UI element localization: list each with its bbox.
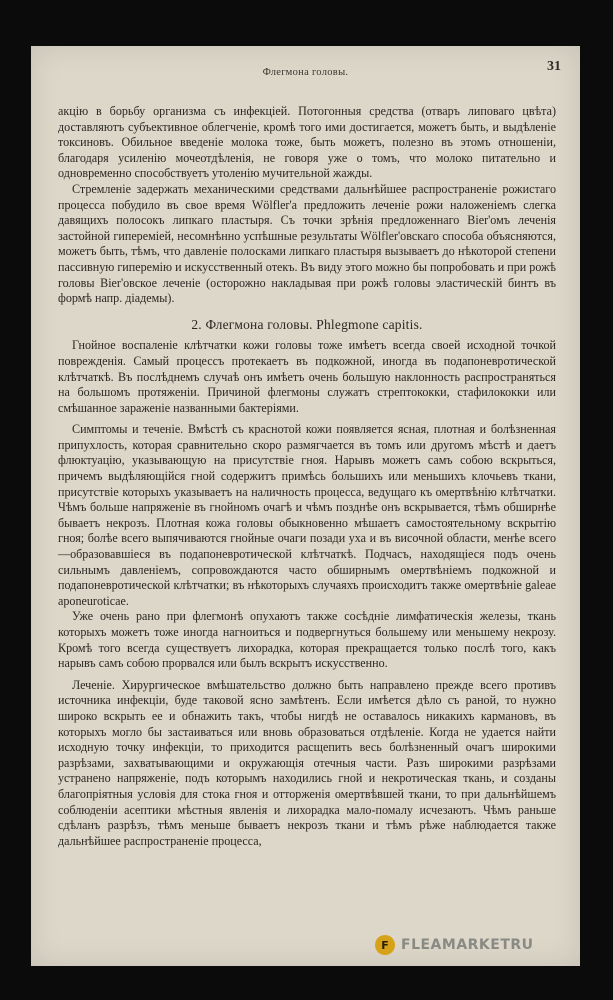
running-head: Флегмона головы. (262, 67, 349, 78)
paragraph-intro-1: акцію в борьбу организма съ инфекціей. Потогонныя средства (отваръ липоваго цвѣта) доставляютъ субъективное облегченіе, кромѣ того ими достигается, можетъ быть, и выдѣленіе токсиновъ. Обильное введеніе молока тоже, быть можетъ, полезно въ этомъ отношеніи, благодаря усиленію мочеотдѣленія, не говоря уже о томъ, что молоко питательно и одновременно способствуетъ утоленію мучительной жажды. (58, 104, 556, 181)
watermark (375, 935, 534, 955)
page-body (58, 104, 556, 849)
paragraph-treatment: Леченіе. Хирургическое вмѣшательство должно быть направлено прежде всего противъ источника инфекціи, буде таковой ясно замѣтенъ. Если имѣется дѣло съ раной, то нужно широко вскрыть ее и обнажить такъ, чтобы нигдѣ не оставалось никакихъ кармановъ, въ которыхъ могло бы застаиваться или вновь образоваться отдѣленіе. Когда не удается найти исходную точку инфекціи, то приходится расщепить весь болѣзненный очагъ широкими разрѣзами, захватывающими и окружающія отечныя части. Разъ широкими разрѣзами устранено напряженіе, подъ которымъ находились гной и некротическая ткань, и созданы благопріятныя условія для стока гноя и отторженія омертвѣвшей ткани, то при дальнѣйшемъ соблюденіи асептики мѣстныя явленія и лихорадка мало-помалу исчезаютъ. Чѣмъ раньше сдѣланъ разрѣзъ, тѣмъ меньше бываетъ некрозъ ткани и тѣмъ рѣже наблюдается также дальнѣйшее распространеніе процесса, (58, 677, 556, 848)
watermark-logo-icon: F (375, 935, 395, 955)
paragraph-section-1: Гнойное воспаленіе клѣтчатки кожи головы тоже имѣетъ всегда своей исходной точкой поврежденія. Самый процессъ протекаетъ въ подкожной, иногда въ подапоневротической клѣтчаткѣ. Въ послѣднемъ случаѣ онъ имѣетъ очень большую наклонность распространяться на большомъ протяженіи. Причиной флегмоны служатъ стрептококки, стафилококки или смѣшанное зараженіе названными бактеріями. (58, 338, 556, 415)
paragraph-symptoms: Симптомы и теченіе. Вмѣстѣ съ краснотой кожи появляется ясная, плотная и болѣзненная припухлость, которая сравнительно скоро размягчается въ томъ или другомъ мѣстѣ и даетъ флюктуацію, указывающую на присутствіе гноя. Нарывъ можетъ самъ собою вскрыться, причемъ выдѣляющійся гной содержитъ примѣсь большихъ или меньшихъ клочьевъ ткани, присутствіе которыхъ указываетъ на наличность процесса, ведущаго къ омертвѣнію клѣтчатки. Чѣмъ больше напряженіе въ гнойномъ очагѣ и чѣмъ позднѣе онъ вскрывается, тѣмъ обширнѣе бываетъ некрозъ. Плотная кожа головы обыкновенно мѣшаетъ самостоятельному вскрытію гноя; болѣе всего выпячиваются гнойные очаги позади уха и въ височной области, менѣе всего—образовавшіеся въ подапоневротической клѣтчаткѣ. Подчасъ, находящіеся подъ очень сильнымъ давленіемъ, сопровождаются часто обширнымъ омертвѣніемъ подкожной и подапоневротической клѣтчатки; въ нѣкоторыхъ случаяхъ происходитъ также омертвѣніе galeae aponeuroticae. (58, 422, 556, 608)
paragraph-lymph: Уже очень рано при флегмонѣ опухаютъ также сосѣдніе лимфатическія железы, ткань которыхъ можетъ тоже иногда нагноиться и подвергнуться большему или меньшему некрозу. Кромѣ того всегда существуетъ лихорадка, которая прекращается только послѣ того, какъ нарывъ самъ собою прорвался или былъ вскрытъ искусственно. (58, 609, 556, 671)
book-page (31, 46, 580, 966)
page-number: 31 (547, 59, 561, 74)
paragraph-intro-2: Стремленіе задержать механическими средствами дальнѣйшее распространеніе рожистаго процесса побудило въ свое время Wölfler'а предложить леченіе рожи наложеніемъ слегка давящихъ полосокъ липкаго пластыря. Съ точки зрѣнія предложеннаго Bier'омъ леченія застойной гипереміей, несомнѣнно успѣшные результаты Wölfler'овскаго способа объясняются, можетъ быть, тѣмъ, что давленіе полосками липкаго пластыря вызываетъ до нѣкоторой степени пассивную гиперемію и искусственный отекъ. Въ виду этого можно бы попробовать и при рожѣ головы Bier'овское леченіе (осторожно накладывая при рожѣ головы эластическій бинтъ въ формѣ напр. діадемы). (58, 181, 556, 306)
watermark-text: FLEAMARKETRU (401, 937, 534, 953)
section-heading: 2. Флегмона головы. Phlegmone capitis. (191, 316, 423, 332)
